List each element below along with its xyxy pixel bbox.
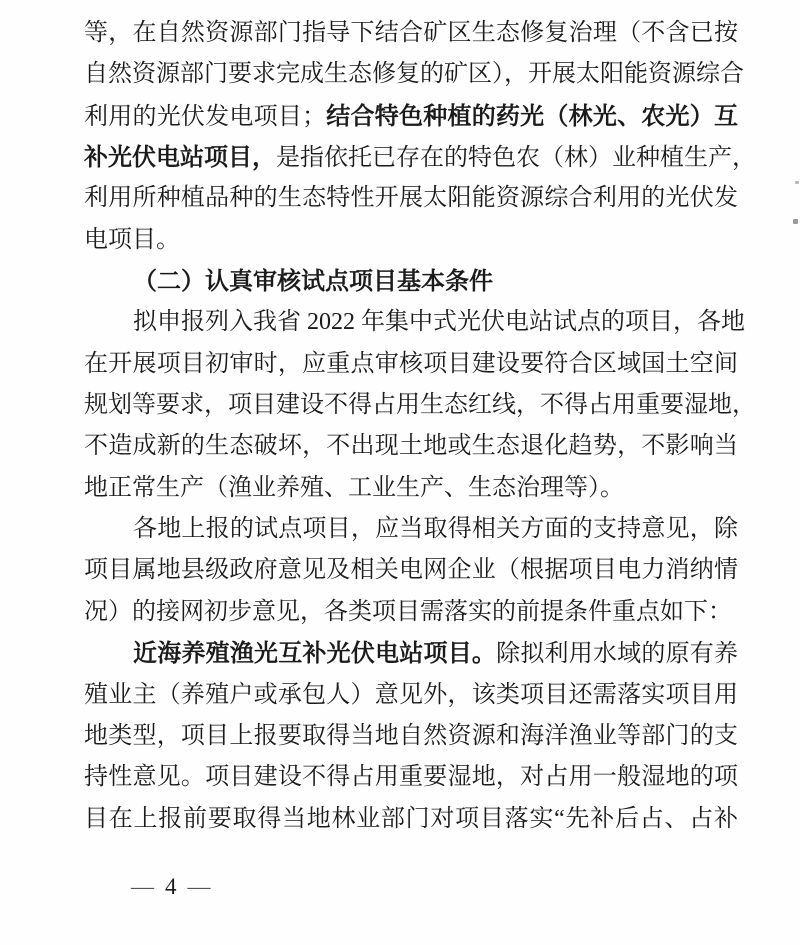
text-segment: 规划等要求，项目建设不得占用生态红线，不得占用重要湿地， <box>84 392 756 419</box>
text-segment: 利用的光伏发电项目； <box>84 103 327 130</box>
text-line <box>84 509 738 550</box>
text-segment: 地类型，项目上报要取得当地自然资源和海洋渔业等部门的支 <box>84 722 738 749</box>
text-segment: 在开展项目初审时，应重点审核项目建设要符合区域国土空间 <box>84 350 738 377</box>
text-segment: 拟申报列入我省 2022 年集中式光伏电站试点的项目，各地 <box>133 309 745 336</box>
text-line <box>84 468 738 509</box>
text-line <box>84 137 756 178</box>
text-line <box>84 675 738 716</box>
text-segment: 各地上报的试点项目，应当取得相关方面的支持意见，除 <box>133 516 738 543</box>
text-segment-bold: 结合特色种植的药光（林光、农光）互 <box>326 102 738 130</box>
text-line <box>84 302 745 343</box>
text-line <box>84 54 744 95</box>
text-line <box>84 716 738 757</box>
text-segment-bold: 补光伏电站项目， <box>84 144 276 172</box>
text-segment: 项目属地县级政府意见及相关电网企业（根据项目电力消纳情 <box>84 557 738 584</box>
text-segment: 况）的接网初步意见，各类项目需落实的前提条件重点如下： <box>84 598 732 625</box>
text-line <box>84 592 738 633</box>
text-segment: 等，在自然资源部门指导下结合矿区生态修复治理（不含已按 <box>84 20 738 46</box>
text-segment: 殖业主（养殖户或承包人）意见外，该类项目还需落实项目用 <box>84 681 738 708</box>
text-segment: 持性意见。项目建设不得占用重要湿地，对占用一般湿地的项 <box>84 764 738 791</box>
text-line <box>84 13 738 54</box>
text-line <box>84 96 738 137</box>
text-line <box>84 633 738 674</box>
text-line <box>84 550 738 591</box>
text-line <box>84 385 756 426</box>
page-footer <box>131 872 211 902</box>
footer-dash-right: — <box>187 874 211 899</box>
text-line <box>84 426 738 467</box>
text-line <box>84 799 738 840</box>
text-segment: 不造成新的生态破坏，不出现土地或生态退化趋势，不影响当 <box>84 433 738 460</box>
section-heading <box>84 261 738 302</box>
footer-dash-left: — <box>131 874 154 899</box>
text-line <box>84 220 738 261</box>
text-segment: 地正常生产（渔业养殖、工业生产、生态治理等）。 <box>84 474 624 501</box>
text-line <box>84 344 738 385</box>
text-segment: 利用所种植品种的生态特性开展太阳能资源综合利用的光伏发 <box>84 185 738 212</box>
document-body <box>84 13 756 840</box>
text-line <box>84 178 738 219</box>
scan-artifact-speck <box>793 219 798 224</box>
text-segment-bold: 近海养殖渔光互补光伏电站项目。 <box>133 640 497 668</box>
text-line <box>84 757 738 798</box>
text-segment: 是指依托已存在的特色农（林）业种植生产， <box>276 145 756 172</box>
page-number: 4 <box>165 874 177 899</box>
text-segment: 电项目。 <box>84 226 180 253</box>
scan-artifact-speck <box>795 181 799 184</box>
text-segment: 目在上报前要取得当地林业部门对项目落实“先补后占、占补 <box>84 805 738 832</box>
section-heading-text: （二）认真审核试点项目基本条件 <box>133 268 493 296</box>
text-segment: 自然资源部门要求完成生态修复的矿区），开展太阳能资源综合 <box>84 61 744 88</box>
text-segment: 除拟利用水域的原有养 <box>496 641 738 668</box>
